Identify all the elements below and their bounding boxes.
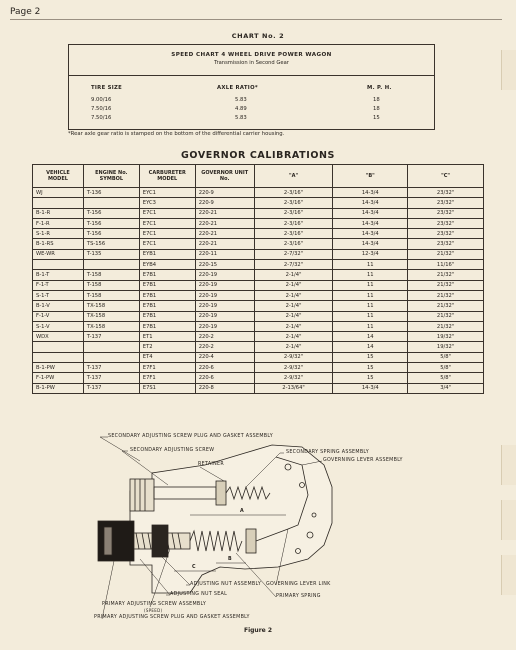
column-header: AXLE RATIO* (217, 85, 258, 91)
mph-cell: 18 (373, 106, 380, 112)
governor-row (33, 321, 484, 331)
governor-row (33, 249, 484, 259)
governor-row (33, 373, 484, 383)
column-header: M. P. H. (367, 85, 392, 91)
governor-unit-cell: 220-6 (195, 373, 254, 383)
label-primary-spring: PRIMARY SPRING (276, 594, 321, 599)
engine-symbol-cell: T-156 (83, 229, 139, 239)
carburetor-model-cell: ET2 (139, 342, 195, 352)
dimension-a-cell: 2-7/32" (254, 249, 333, 259)
dimension-a-cell: 2-9/32" (254, 373, 333, 383)
dimension-c-cell: 23/32" (408, 208, 484, 218)
dimension-c-cell: 23/32" (408, 239, 484, 249)
carburetor-model-cell: E7B1 (139, 311, 195, 321)
dimension-b-cell: 15 (333, 363, 408, 373)
carburetor-model-cell: ET1 (139, 332, 195, 342)
governor-row (33, 229, 484, 239)
dimension-c-cell: 11/16" (408, 260, 484, 270)
engine-symbol-cell: T-135 (83, 249, 139, 259)
speed-chart-body (69, 76, 434, 128)
carburetor-model-cell: EYC3 (139, 198, 195, 208)
engine-symbol-cell: T-158 (83, 290, 139, 300)
dimension-a-cell: 2-3/16" (254, 198, 333, 208)
governor-unit-cell: 220-21 (195, 208, 254, 218)
governor-row (33, 218, 484, 228)
engine-symbol-cell: T-156 (83, 208, 139, 218)
governor-title: GOVERNOR CALIBRATIONS (181, 150, 335, 161)
governor-row (33, 270, 484, 280)
engine-symbol-cell: T-158 (83, 280, 139, 290)
dimension-b-cell: 15 (333, 373, 408, 383)
carburetor-model-cell: E7B1 (139, 290, 195, 300)
dimension-a-cell: 2-3/16" (254, 188, 333, 198)
dimension-a-cell: 2-1/4" (254, 332, 333, 342)
engine-symbol-cell: T-156 (83, 218, 139, 228)
dimension-a-cell: 2-1/4" (254, 321, 333, 331)
chart-title: CHART No. 2 (231, 32, 285, 40)
engine-symbol-cell (83, 198, 139, 208)
governor-drawing (40, 425, 510, 625)
engine-symbol-cell: TX-158 (83, 301, 139, 311)
dimension-b-cell: 11 (333, 321, 408, 331)
governor-row (33, 311, 484, 321)
dimension-a-cell: 2-9/32" (254, 352, 333, 362)
dimension-b-cell: 14-3/4 (333, 188, 408, 198)
vehicle-model-cell (33, 342, 84, 352)
engine-symbol-cell: T-137 (83, 383, 139, 393)
label-dimension-a: A (240, 509, 245, 514)
governor-row (33, 332, 484, 342)
governor-unit-cell: 220-21 (195, 229, 254, 239)
label-dimension-b: B (228, 557, 232, 562)
engine-symbol-cell (83, 342, 139, 352)
dimension-c-cell: 23/32" (408, 218, 484, 228)
dimension-b-cell: 14 (333, 342, 408, 352)
engine-symbol-cell: T-137 (83, 332, 139, 342)
dimension-c-cell: 21/32" (408, 270, 484, 280)
carburetor-model-cell: EYC1 (139, 188, 195, 198)
mph-column (367, 84, 392, 123)
dimension-c-cell: 23/32" (408, 188, 484, 198)
label-secondary-screw: SECONDARY ADJUSTING SCREW (130, 448, 215, 453)
dimension-a-cell: 2-1/4" (254, 301, 333, 311)
carburetor-model-cell: EYB4 (139, 260, 195, 270)
dimension-c-cell: 21/32" (408, 301, 484, 311)
governor-unit-cell: 220-4 (195, 352, 254, 362)
tire-size-cell: 7.50/16 (91, 106, 112, 112)
governor-row (33, 363, 484, 373)
governor-row (33, 198, 484, 208)
label-adjusting-seal: ADJUSTING NUT SEAL (170, 592, 228, 597)
dimension-a-cell: 2-3/16" (254, 208, 333, 218)
governor-row (33, 352, 484, 362)
governor-row (33, 208, 484, 218)
governor-unit-cell: 220-21 (195, 218, 254, 228)
governor-unit-cell: 220-2 (195, 332, 254, 342)
carburetor-model-cell: E7B1 (139, 270, 195, 280)
carburetor-model-cell: E7B1 (139, 321, 195, 331)
governor-unit-cell: 220-19 (195, 321, 254, 331)
dimension-b-cell: 14-3/4 (333, 218, 408, 228)
carburetor-model-cell: E7C1 (139, 229, 195, 239)
dimension-c-cell: 23/32" (408, 198, 484, 208)
dimension-c-cell: 21/32" (408, 249, 484, 259)
governor-unit-cell: 220-11 (195, 249, 254, 259)
label-primary-screw: PRIMARY ADJUSTING SCREW ASSEMBLY (102, 602, 207, 607)
label-governing-lever: GOVERNING LEVER ASSEMBLY (323, 458, 403, 463)
dimension-b-cell: 11 (333, 311, 408, 321)
governor-unit-cell: 220-19 (195, 311, 254, 321)
engine-symbol-cell (83, 352, 139, 362)
governor-unit-cell: 220-19 (195, 270, 254, 280)
dimension-b-cell: 11 (333, 301, 408, 311)
vehicle-model-cell: B-1-PW (33, 363, 84, 373)
dimension-a-cell: 2-7/32" (254, 260, 333, 270)
dimension-a-cell: 2-9/32" (254, 363, 333, 373)
governor-row (33, 342, 484, 352)
dimension-c-cell: 21/32" (408, 321, 484, 331)
dimension-c-cell: 23/32" (408, 229, 484, 239)
carburetor-model-cell: E7F1 (139, 373, 195, 383)
axle-ratio-cell: 5.83 (235, 115, 247, 121)
engine-symbol-cell: TX-158 (83, 311, 139, 321)
vehicle-model-cell: B-1-PW (33, 383, 84, 393)
carburetor-model-cell: E7B1 (139, 280, 195, 290)
column-header: GOVERNOR UNIT No. (195, 165, 254, 188)
governor-unit-cell: 220-19 (195, 280, 254, 290)
vehicle-model-cell: F-1-V (33, 311, 84, 321)
engine-symbol-cell: T-137 (83, 373, 139, 383)
carburetor-model-cell: EYB1 (139, 249, 195, 259)
column-header: "C" (408, 165, 484, 188)
dimension-c-cell: 5/8" (408, 363, 484, 373)
governor-unit-cell: 220-19 (195, 301, 254, 311)
label-retainer: RETAINER (198, 462, 224, 467)
governor-unit-cell: 220-19 (195, 290, 254, 300)
governor-table (32, 164, 484, 394)
carburetor-model-cell: E7C1 (139, 239, 195, 249)
vehicle-model-cell: S-1-V (33, 321, 84, 331)
label-adjusting-nut: ADJUSTING NUT ASSEMBLY (190, 582, 262, 587)
tire-size-cell: 7.50/16 (91, 115, 112, 121)
governor-diagram (40, 425, 510, 625)
column-header: VEHICLE MODEL (33, 165, 84, 188)
column-header: CARBURETER MODEL (139, 165, 195, 188)
engine-symbol-cell: TS-156 (83, 239, 139, 249)
tire-size-column (91, 84, 122, 123)
dimension-c-cell: 21/32" (408, 280, 484, 290)
governor-row (33, 383, 484, 393)
engine-symbol-cell: T-158 (83, 270, 139, 280)
label-secondary-spring: SECONDARY SPRING ASSEMBLY (286, 450, 369, 455)
label-dimension-c: C (192, 565, 196, 570)
dimension-a-cell: 2-1/4" (254, 280, 333, 290)
vehicle-model-cell: B-1-T (33, 270, 84, 280)
governor-row (33, 188, 484, 198)
axle-ratio-cell: 4.89 (235, 106, 247, 112)
dimension-a-cell: 2-3/16" (254, 218, 333, 228)
dimension-c-cell: 3/4" (408, 383, 484, 393)
governor-unit-cell: 220-2 (195, 342, 254, 352)
carburetor-model-cell: E7C1 (139, 218, 195, 228)
carburetor-model-cell: E7S1 (139, 383, 195, 393)
engine-symbol-cell: T-136 (83, 188, 139, 198)
column-header: TIRE SIZE (91, 85, 123, 91)
vehicle-model-cell (33, 260, 84, 270)
vehicle-model-cell: F-1-PW (33, 373, 84, 383)
dimension-a-cell: 2-3/16" (254, 229, 333, 239)
governor-unit-cell: 220-21 (195, 239, 254, 249)
dimension-c-cell: 19/32" (408, 332, 484, 342)
dimension-b-cell: 11 (333, 260, 408, 270)
engine-symbol-cell: TX-158 (83, 321, 139, 331)
carburetor-model-cell: ET4 (139, 352, 195, 362)
dimension-c-cell: 19/32" (408, 342, 484, 352)
dimension-a-cell: 2-13/64" (254, 383, 333, 393)
governor-unit-cell: 220-15 (195, 260, 254, 270)
vehicle-model-cell: F-1-R (33, 218, 84, 228)
vehicle-model-cell (33, 352, 84, 362)
mph-cell: 15 (373, 115, 380, 121)
vehicle-model-cell: F-1-T (33, 280, 84, 290)
tire-size-cell: 9.00/16 (91, 97, 112, 103)
speed-chart-header (69, 45, 434, 76)
dimension-c-cell: 5/8" (408, 373, 484, 383)
vehicle-model-cell: S-1-R (33, 229, 84, 239)
label-governing-link: GOVERNING LEVER LINK (266, 582, 331, 587)
column-header: ENGINE No. SYMBOL (83, 165, 139, 188)
speed-chart-subtitle: Transmission in Second Gear (214, 60, 289, 66)
governor-row (33, 260, 484, 270)
governor-unit-cell: 220-6 (195, 363, 254, 373)
dimension-b-cell: 15 (333, 352, 408, 362)
carburetor-model-cell: E7C1 (139, 208, 195, 218)
governor-row (33, 239, 484, 249)
axle-ratio-column (217, 84, 258, 123)
vehicle-model-cell (33, 198, 84, 208)
label-primary-plug: PRIMARY ADJUSTING SCREW PLUG AND GASKET ASSEMBLY (94, 615, 250, 620)
column-header: "B" (333, 165, 408, 188)
dimension-a-cell: 2-1/4" (254, 270, 333, 280)
dimension-a-cell: 2-1/4" (254, 342, 333, 352)
dimension-b-cell: 14-3/4 (333, 198, 408, 208)
header-rule (10, 19, 502, 20)
dimension-c-cell: 5/8" (408, 352, 484, 362)
dimension-b-cell: 14-3/4 (333, 208, 408, 218)
mph-cell: 18 (373, 97, 380, 103)
dimension-a-cell: 2-1/4" (254, 290, 333, 300)
governor-row (33, 301, 484, 311)
vehicle-model-cell: B-1-RS (33, 239, 84, 249)
speed-chart-title: SPEED CHART 4 WHEEL DRIVE POWER WAGON (171, 52, 332, 58)
dimension-c-cell: 21/32" (408, 290, 484, 300)
carburetor-model-cell: E7F1 (139, 363, 195, 373)
governor-unit-cell: 220-9 (195, 198, 254, 208)
carburetor-model-cell: E7B1 (139, 301, 195, 311)
dimension-c-cell: 21/32" (408, 311, 484, 321)
dimension-b-cell: 12-3/4 (333, 249, 408, 259)
engine-symbol-cell (83, 260, 139, 270)
dimension-b-cell: 14-3/4 (333, 239, 408, 249)
dimension-a-cell: 2-1/4" (254, 311, 333, 321)
dimension-b-cell: 11 (333, 290, 408, 300)
page-number: Page 2 (10, 7, 41, 17)
governor-header-row (33, 165, 484, 188)
dimension-b-cell: 14 (333, 332, 408, 342)
vehicle-model-cell: B-1-V (33, 301, 84, 311)
vehicle-model-cell: B-1-R (33, 208, 84, 218)
dimension-b-cell: 14-3/4 (333, 229, 408, 239)
label-primary-screw-note: (SPEED) (144, 608, 163, 613)
governor-row (33, 290, 484, 300)
speed-chart-table (68, 44, 435, 130)
vehicle-model-cell: S-1-T (33, 290, 84, 300)
column-header: "A" (254, 165, 333, 188)
page-edge-tab (501, 50, 516, 90)
figure-caption: Figure 2 (243, 627, 272, 634)
dimension-a-cell: 2-3/16" (254, 239, 333, 249)
chart-footnote: *Rear axle gear ratio is stamped on the bottom of the differential carrier housing. (68, 131, 285, 137)
vehicle-model-cell: WE-WR (33, 249, 84, 259)
dimension-b-cell: 11 (333, 280, 408, 290)
dimension-b-cell: 11 (333, 270, 408, 280)
governor-row (33, 280, 484, 290)
vehicle-model-cell: WJ (33, 188, 84, 198)
dimension-b-cell: 14-3/4 (333, 383, 408, 393)
label-secondary-plug: SECONDARY ADJUSTING SCREW PLUG AND GASKET ASSEMBLY (108, 434, 273, 439)
governor-unit-cell: 220-8 (195, 383, 254, 393)
axle-ratio-cell: 5.83 (235, 97, 247, 103)
governor-unit-cell: 220-9 (195, 188, 254, 198)
vehicle-model-cell: WDX (33, 332, 84, 342)
engine-symbol-cell: T-137 (83, 363, 139, 373)
